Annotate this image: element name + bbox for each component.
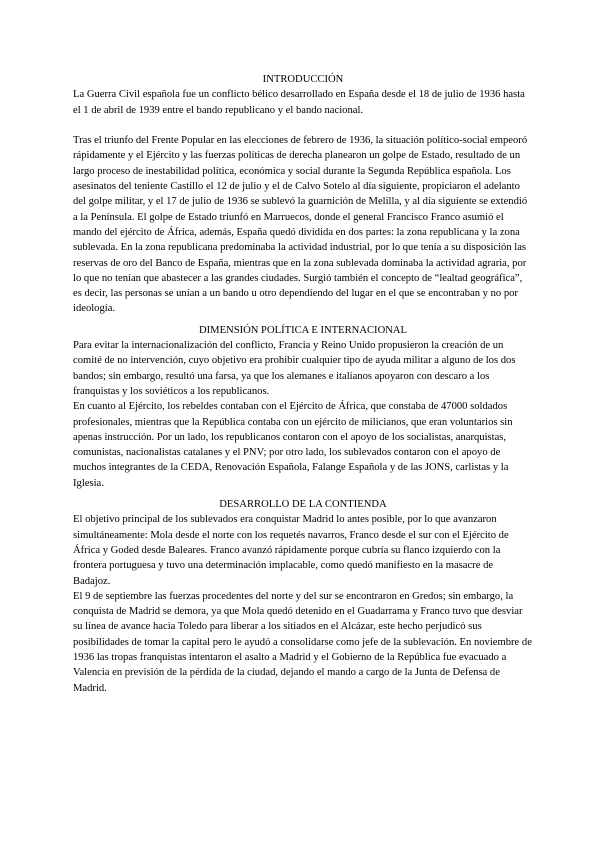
document-page: [73, 72, 533, 696]
section-heading-desarrollo: DESARROLLO DE LA CONTIENDA: [219, 499, 387, 511]
section-heading-introduccion: INTRODUCCIÓN: [262, 74, 344, 85]
paragraph: Para evitar la internacionalización del conflicto, Francia y Reino Unido propusieron la creación de un comité de no intervención, cuyo objetivo era prohibir cualquier tipo de ayuda militar a alguno de los dos bandos; sin embargo, resultó una farsa, ya que los alemanes e italianos apoyaron con descaro a los franquistas y los soviéticos a los republicanos.: [73, 340, 516, 397]
paragraph: Tras el triunfo del Frente Popular en las elecciones de febrero de 1936, la situación político-social empeoró rápidamente y el Ejército y las fuerzas políticas de derecha planearon un golpe de Estado, resultado de un largo proceso de inestabilidad política, económica y social durante la Segunda República española. Los asesinatos del teniente Castillo el 12 de julio y el de Calvo Sotelo al día siguiente, propiciaron el adelanto del golpe militar, y el 17 de julio de 1936 se sublevó la guarnición de Melilla, y al día siguiente se extendió a la Península. El golpe de Estado triunfó en Marruecos, donde el general Francisco Franco asumió el mando del ejército de África, además, España quedó dividida en dos partes: la zona republicana y la zona sublevada. En la zona republicana predominaba la actividad industrial, por lo que tenía a su disposición las reservas de oro del Banco de España, mientras que en la zona sublevada dominaba la actividad agraria, por lo que no tenían que abastecer a las grandes ciudades. Surgió también el concepto de “lealtad geográfica”, es decir, las personas se unían a un bando u otro dependiendo del lugar en el que se encontraban y no por ideología.: [73, 135, 528, 315]
paragraph: El objetivo principal de los sublevados era conquistar Madrid lo antes posible, por lo que avanzaron simultáneamente: Mola desde el norte con los requetés navarros, Franco desde el sur con el Ejército de África y Goded desde Baleares. Franco avanzó rápidamente porque cubría su flanco izquierdo con la frontera portuguesa y tuvo una determinación implacable, como quedó manifiesto en la masacre de Badajoz.: [73, 514, 509, 587]
paragraph-gap: [73, 118, 533, 133]
section-heading-dimension-politica: DIMENSIÓN POLÍTICA E INTERNACIONAL: [198, 324, 408, 336]
paragraph: La Guerra Civil española fue un conflicto bélico desarrollado en España desde el 18 de julio de 1936 hasta el 1 de abril de 1939 entre el bando republicano y el bando nacional.: [73, 89, 525, 116]
paragraph: En cuanto al Ejército, los rebeldes contaban con el Ejército de África, que constaba de 47000 soldados profesionales, mientras que la República contaba con un ejército de milicianos, que eran voluntarios sin apenas instrucción. Por un lado, los republicanos contaron con el apoyo de los socialistas, anarquistas, comunistas, nacionalistas catalanes y el PNV; por otro lado, los sublevados contaron con el apoyo de muchos integrantes de la CEDA, Renovación Española, Falange Española y de las JONS, carlistas y la Iglesia.: [73, 401, 513, 489]
paragraph: El 9 de septiembre las fuerzas procedentes del norte y del sur se encontraron en Gredos; sin embargo, la conquista de Madrid se demora, ya que Mola quedó detenido en el Guadarrama y Franco tuvo que desviar su línea de avance hacia Toledo para liberar a los sitiados en el Alcázar, este hecho perjudicó sus posibilidades de tomar la capital pero le ayudó a consolidarse como jefe de la sublevación. En noviembre de 1936 las tropas franquistas intentaron el asalto a Madrid y el Gobierno de la República fue evacuado a Valencia en previsión de la pérdida de la ciudad, dejando el mando a cargo de la Junta de Defensa de Madrid.: [73, 590, 532, 694]
